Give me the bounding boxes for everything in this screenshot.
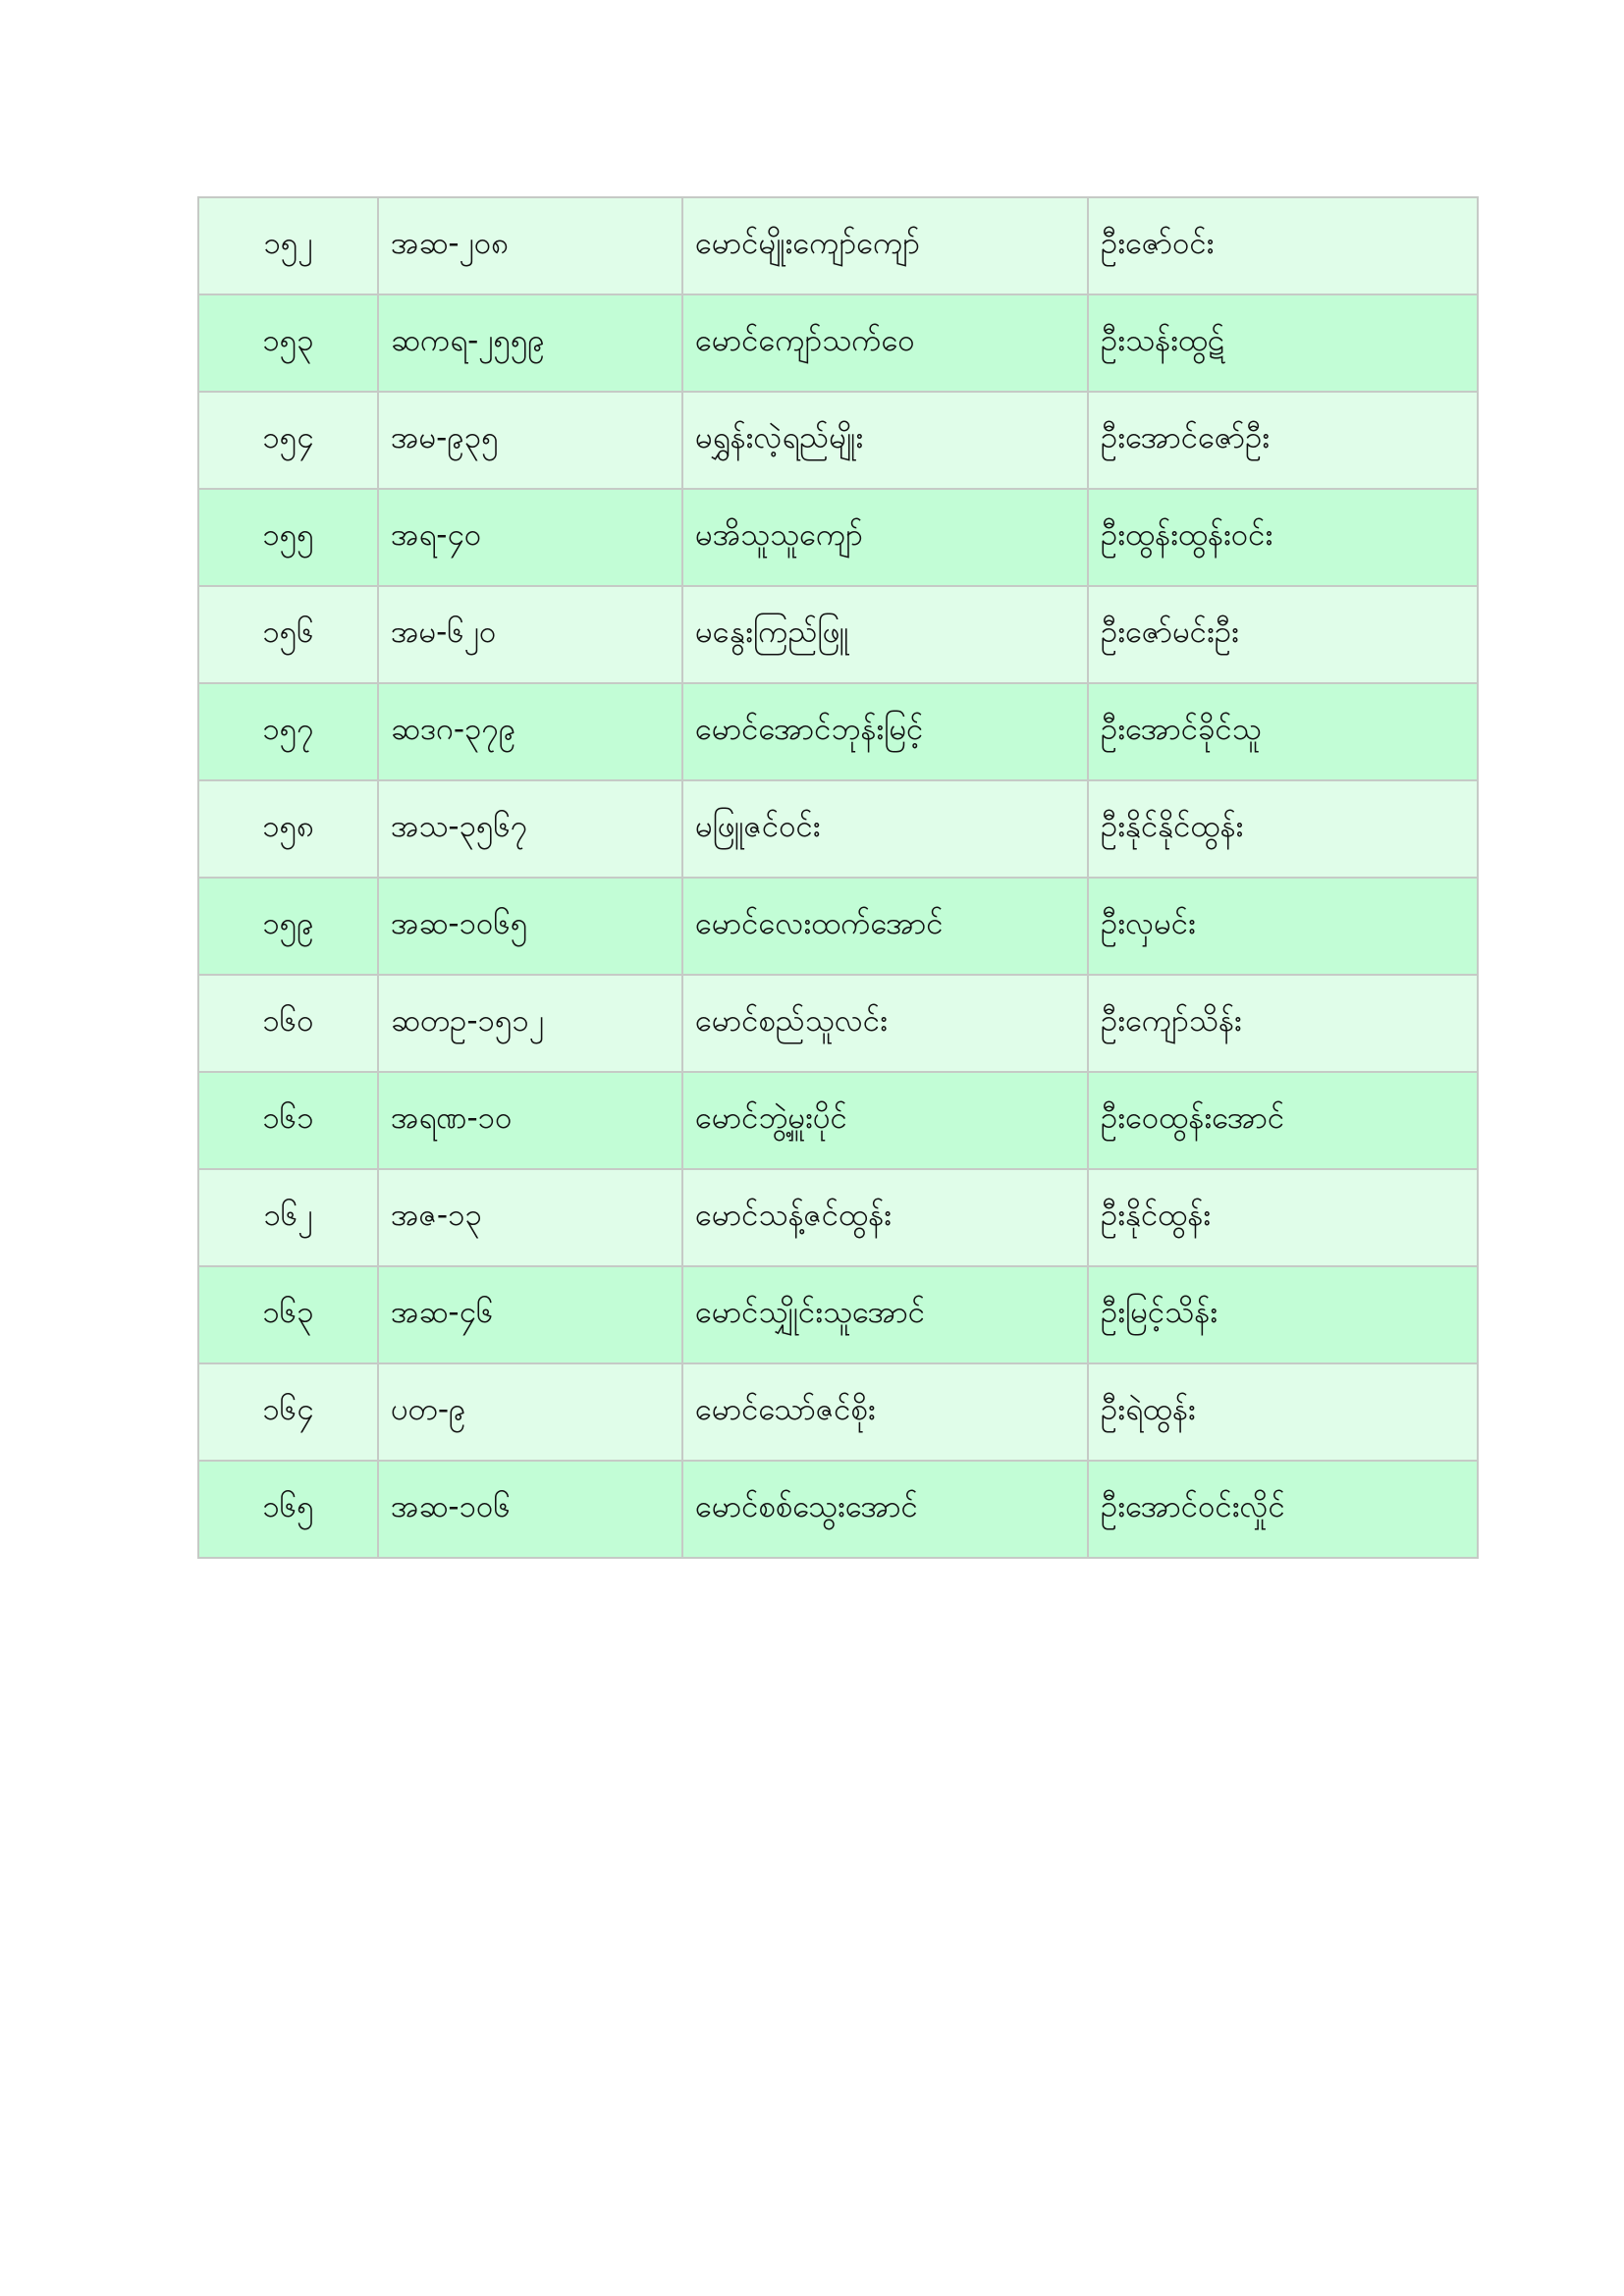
serial-number-cell: ၁၆၃ xyxy=(198,1266,378,1363)
roll-number-cell: အသ-၃၅၆၇ xyxy=(378,780,682,878)
serial-number-cell: ၁၅၃ xyxy=(198,294,378,392)
table-row xyxy=(198,1363,1478,1461)
table-row xyxy=(198,878,1478,975)
student-name-cell: မဖြူဇင်ဝင်း xyxy=(682,780,1088,878)
roll-number-cell: အဆ-၁၀၆ xyxy=(378,1461,682,1558)
father-name-cell: ဦးထွန်းထွန်းဝင်း xyxy=(1088,489,1478,586)
student-name-cell: မနွေးကြည်ဖြူ xyxy=(682,586,1088,683)
table-row xyxy=(198,489,1478,586)
serial-number-cell: ၁၆၂ xyxy=(198,1169,378,1266)
roll-number-cell: အရ-၄၀ xyxy=(378,489,682,586)
table-row xyxy=(198,683,1478,780)
table-row xyxy=(198,197,1478,294)
serial-number-cell: ၁၅၄ xyxy=(198,392,378,489)
serial-number-cell: ၁၆၅ xyxy=(198,1461,378,1558)
student-name-cell: မောင်သန့်ဇင်ထွန်း xyxy=(682,1169,1088,1266)
student-name-cell: မောင်အောင်ဘုန်းမြင့် xyxy=(682,683,1088,780)
father-name-cell: ဦးအောင်ခိုင်သူ xyxy=(1088,683,1478,780)
father-name-cell: ဦးဇော်မင်းဦး xyxy=(1088,586,1478,683)
father-name-cell: ဦးလှမင်း xyxy=(1088,878,1478,975)
father-name-cell: ဦးမြင့်သိန်း xyxy=(1088,1266,1478,1363)
table-row xyxy=(198,1072,1478,1169)
father-name-cell: ဦးအောင်ဇော်ဦး xyxy=(1088,392,1478,489)
student-name-cell: မောင်မျိုးကျော်ကျော် xyxy=(682,197,1088,294)
student-name-cell: မောင်ဘွဲ့မှူးပိုင် xyxy=(682,1072,1088,1169)
roll-number-cell: ဆတဥ-၁၅၁၂ xyxy=(378,975,682,1072)
father-name-cell: ဦးကျော်သိန်း xyxy=(1088,975,1478,1072)
roll-number-cell: ပတ-၉ xyxy=(378,1363,682,1461)
father-name-cell: ဦးသန်းထွဋ် xyxy=(1088,294,1478,392)
table-row xyxy=(198,975,1478,1072)
roll-number-cell: အဆ-၄၆ xyxy=(378,1266,682,1363)
roll-number-cell: ဆကရ-၂၅၅၉ xyxy=(378,294,682,392)
father-name-cell: ဦးနိုင်နိုင်ထွန်း xyxy=(1088,780,1478,878)
student-name-cell: မအိသူသူကျော် xyxy=(682,489,1088,586)
table-row xyxy=(198,1169,1478,1266)
student-name-cell: မောင်သော်ဇင်စိုး xyxy=(682,1363,1088,1461)
roll-number-cell: အမ-၆၂၀ xyxy=(378,586,682,683)
table-row xyxy=(198,294,1478,392)
student-name-cell: မောင်စစ်သွေးအောင် xyxy=(682,1461,1088,1558)
father-name-cell: ဦးအောင်ဝင်းလှိုင် xyxy=(1088,1461,1478,1558)
table-row xyxy=(198,1461,1478,1558)
roll-number-cell: အဇ-၁၃ xyxy=(378,1169,682,1266)
table-row xyxy=(198,586,1478,683)
roll-number-cell: အမ-၉၃၅ xyxy=(378,392,682,489)
serial-number-cell: ၁၆၀ xyxy=(198,975,378,1072)
table-row xyxy=(198,1266,1478,1363)
father-name-cell: ဦးဇော်ဝင်း xyxy=(1088,197,1478,294)
roll-number-cell: ဆဒဂ-၃၇၉ xyxy=(378,683,682,780)
table-row xyxy=(198,780,1478,878)
roll-number-cell: အဆ-၂၀၈ xyxy=(378,197,682,294)
serial-number-cell: ၁၅၆ xyxy=(198,586,378,683)
student-name-cell: မောင်လေးထက်အောင် xyxy=(682,878,1088,975)
father-name-cell: ဦးနိုင်ထွန်း xyxy=(1088,1169,1478,1266)
student-name-cell: မောင်သျှိုင်းသူအောင် xyxy=(682,1266,1088,1363)
serial-number-cell: ၁၆၁ xyxy=(198,1072,378,1169)
serial-number-cell: ၁၅၉ xyxy=(198,878,378,975)
father-name-cell: ဦးရဲထွန်း xyxy=(1088,1363,1478,1461)
serial-number-cell: ၁၆၄ xyxy=(198,1363,378,1461)
table-row xyxy=(198,392,1478,489)
student-name-cell: မရွှန်းလဲ့ရည်မျိုး xyxy=(682,392,1088,489)
serial-number-cell: ၁၅၈ xyxy=(198,780,378,878)
student-name-cell: မောင်ကျော်သက်ဝေ xyxy=(682,294,1088,392)
student-name-cell: မောင်စည်သူလင်း xyxy=(682,975,1088,1072)
serial-number-cell: ၁၅၅ xyxy=(198,489,378,586)
serial-number-cell: ၁၅၂ xyxy=(198,197,378,294)
results-table-body xyxy=(198,197,1478,1558)
results-table xyxy=(197,196,1479,1559)
roll-number-cell: အဆ-၁၀၆၅ xyxy=(378,878,682,975)
serial-number-cell: ၁၅၇ xyxy=(198,683,378,780)
father-name-cell: ဦးဝေထွန်းအောင် xyxy=(1088,1072,1478,1169)
roll-number-cell: အရဏ-၁၀ xyxy=(378,1072,682,1169)
